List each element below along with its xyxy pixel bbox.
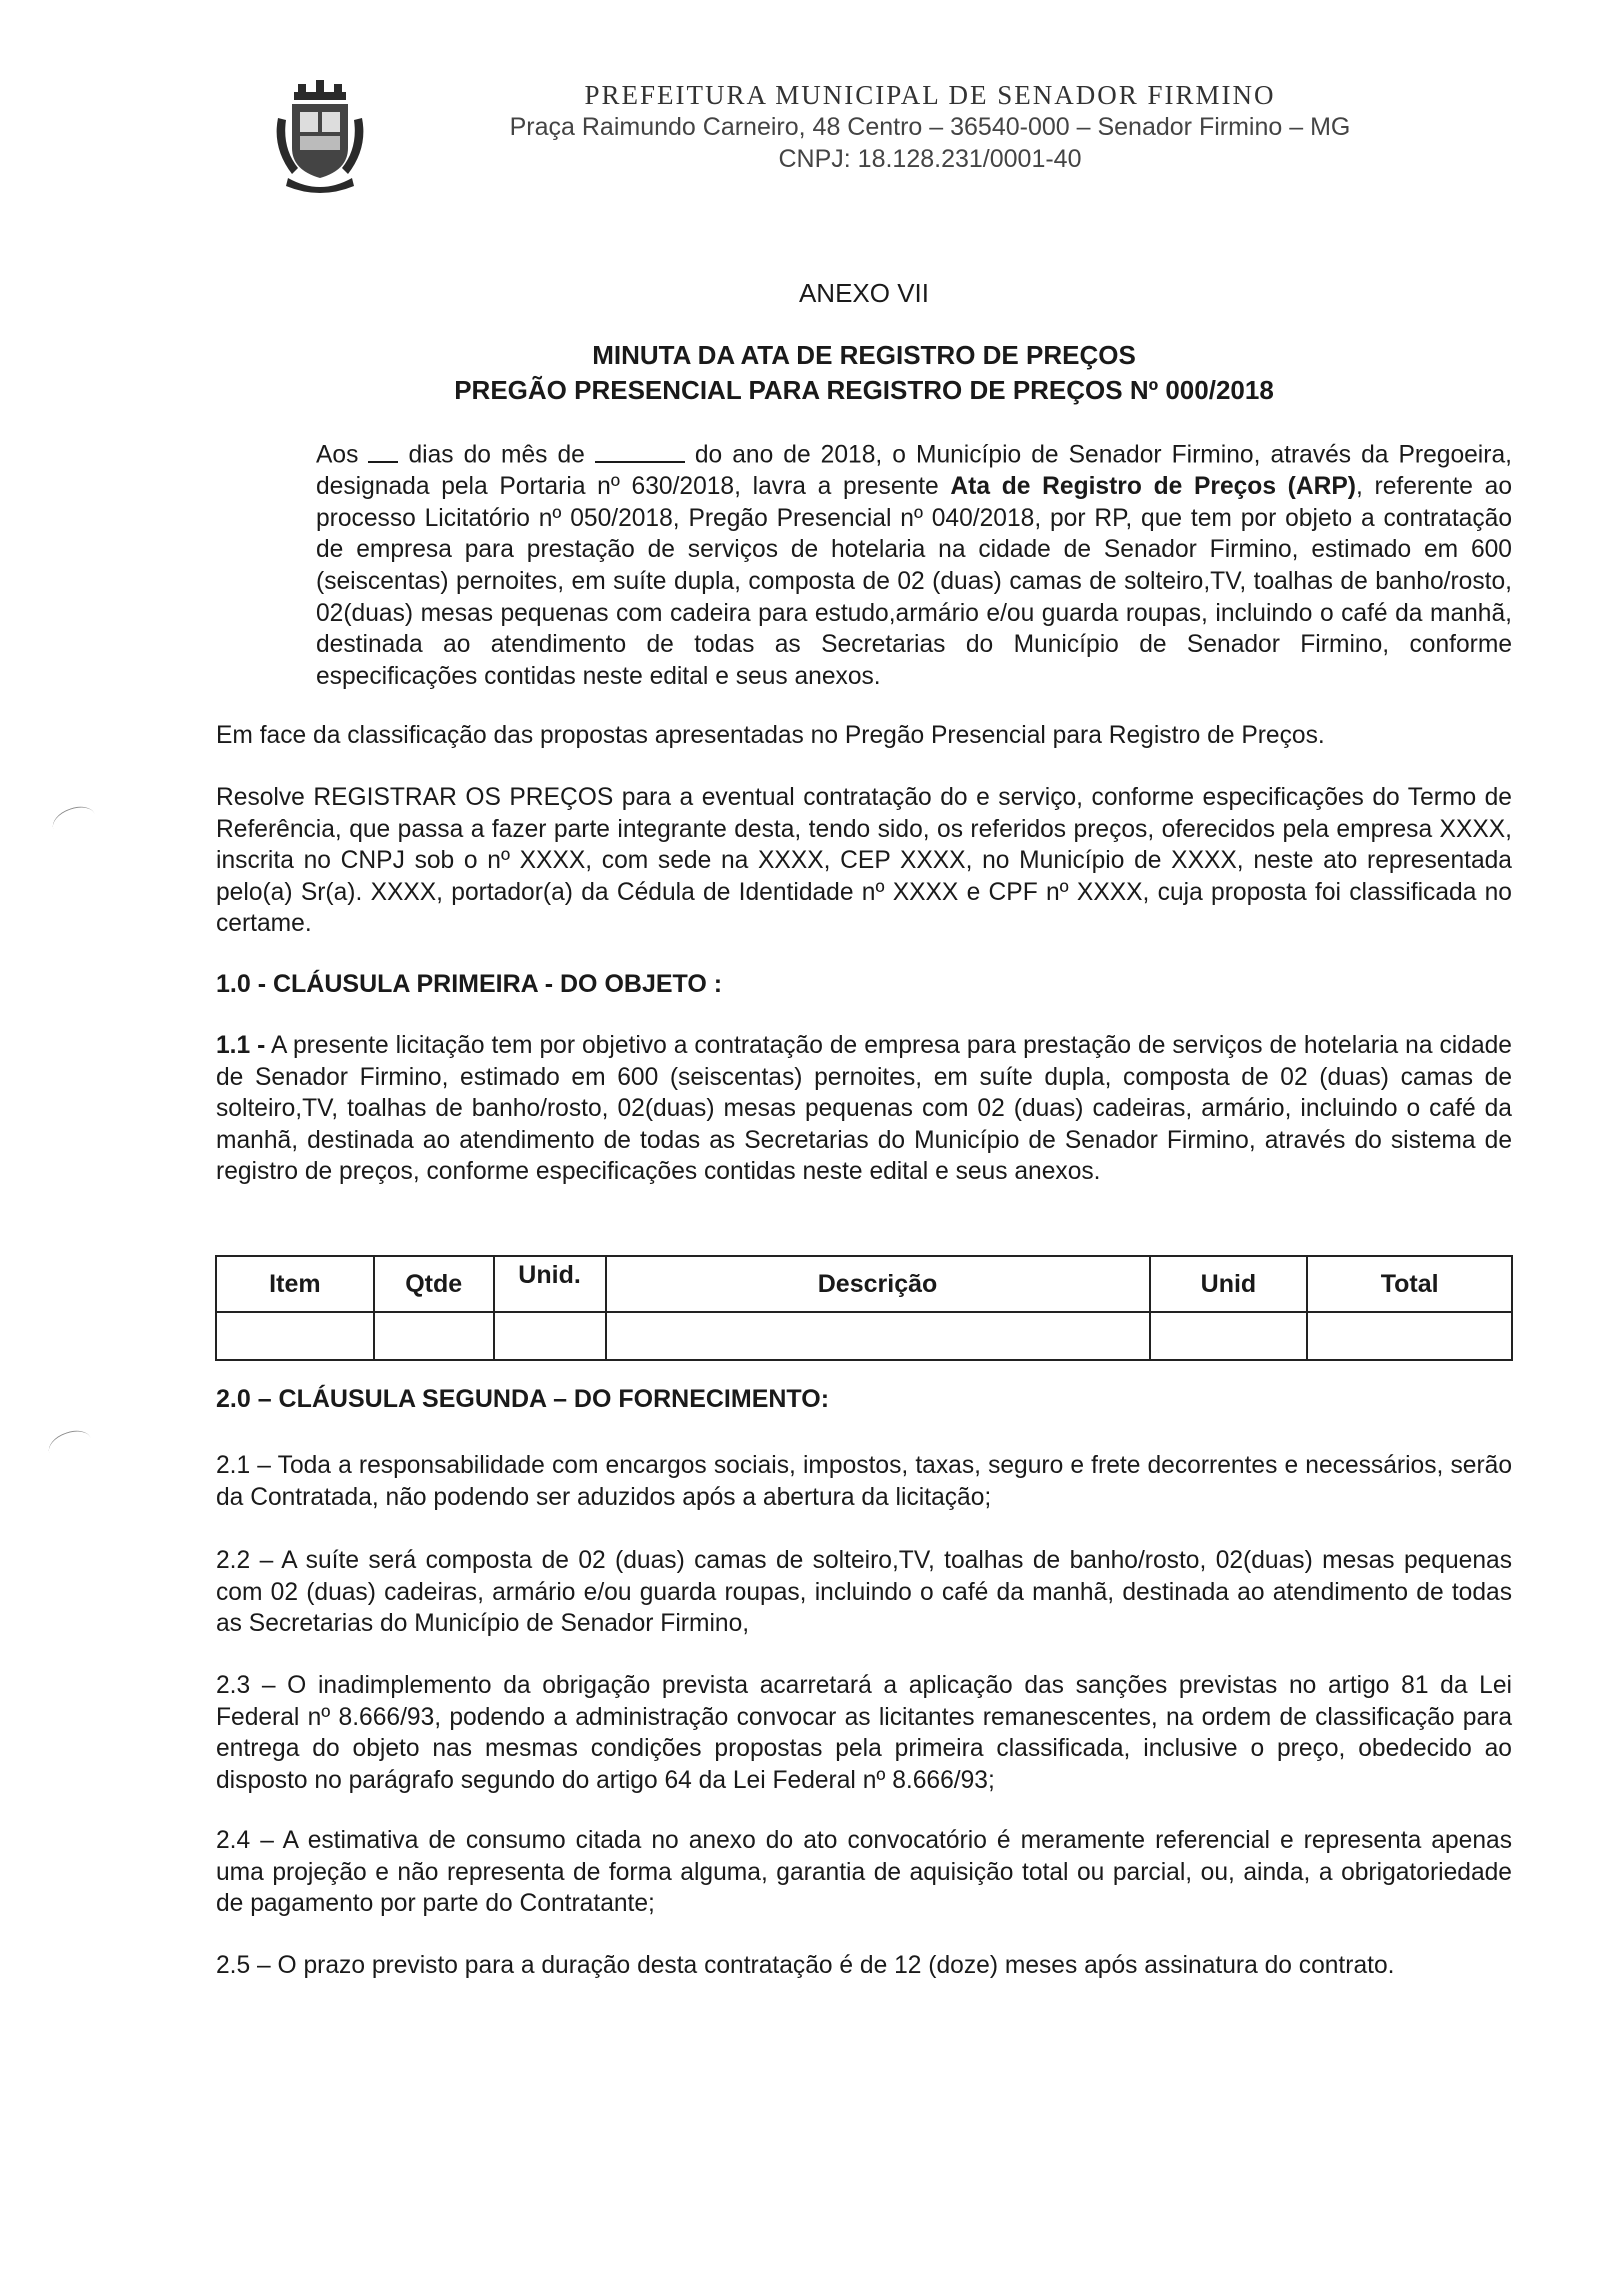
- auction-title: PREGÃO PRESENCIAL PARA REGISTRO DE PREÇOS Nº 000/2018: [454, 375, 1274, 405]
- table-cell: [606, 1312, 1150, 1360]
- intro-aos: Aos: [316, 441, 359, 469]
- table-cell: [1307, 1312, 1512, 1360]
- clause1-heading: 1.0 - CLÁUSULA PRIMEIRA - DO OBJETO :: [216, 970, 723, 998]
- resolve-paragraph: Resolve REGISTRAR OS PREÇOS para a eventual contratação do e serviço, conforme especificações do Termo de Referência, que passa a fazer parte integrante desta, tendo sido, os referidos preços, oferecidos pela empresa XXXX, inscrita no CNPJ sob o nº XXXX, com sede na XXXX, CEP XXXX, no Município de XXXX, neste ato representada pelo(a) Sr(a). XXXX, portador(a) da Cédula de Identidade nº XXXX e CPF nº XXXX, cuja proposta foi classificada no certame.: [216, 784, 1512, 938]
- table-header-row: [216, 1256, 1512, 1312]
- clause2-item-1: 2.1 – Toda a responsabilidade com encargos sociais, impostos, taxas, seguro e frete decorrentes e necessários, serão da Contratada, não podendo ser aduzidos após a abertura da licitação;: [216, 1452, 1512, 1511]
- items-table: [215, 1255, 1513, 1361]
- org-name: PREFEITURA MUNICIPAL DE SENADOR FIRMINO: [584, 80, 1276, 110]
- municipal-crest-icon: [270, 78, 370, 196]
- clause1-number: 1.1 -: [216, 1032, 266, 1059]
- clause2-item-5: 2.5 – O prazo previsto para a duração desta contratação é de 12 (doze) meses após assinatura do contrato.: [216, 1952, 1395, 1979]
- col-total: Total: [1307, 1256, 1512, 1312]
- org-address: Praça Raimundo Carneiro, 48 Centro – 36540-000 – Senador Firmino – MG: [509, 113, 1351, 141]
- scan-punch-mark: [49, 801, 100, 841]
- intro-text: do ano de 2018, o Município de Senador Firmino, através da Pregoeira, designada pela Portaria nº 630/2018, lavra a presente: [316, 441, 1512, 501]
- col-descricao: Descrição: [606, 1256, 1150, 1312]
- col-item: Item: [216, 1256, 374, 1312]
- intro-month: dias do mês de: [408, 441, 585, 469]
- intro-rest: , referente ao processo Licitatório nº 050/2018, Pregão Presencial nº 040/2018, por RP, que tem por objeto a contratação de empresa para prestação de serviços de hotelaria na cidade de Senador Firmino, estimado em 600 (seiscentas) pernoites, em suíte dupla, composta de 02 (duas) camas de solteiro,TV, toalhas de banho/rosto, 02(duas) mesas pequenas com cadeira para estudo,armário e/ou guarda roupas, incluindo o café da manhã, destinada ao atendimento de todas as Secretarias do Município de Senador Firmino, conforme especificações contidas neste edital e seus anexos.: [316, 473, 1513, 690]
- clause1-body: A presente licitação tem por objetivo a contratação de empresa para prestação de serviços de hotelaria na cidade de Senador Firmino, estimado em 600 (seiscentas) pernoites, em suíte dupla, composta de 02 (duas) camas de solteiro,TV, toalhas de banho/rosto, 02(duas) mesas pequenas com 02 (duas) cadeiras, armário, incluindo o café da manhã, destinada ao atendimento de todas as Secretarias do Município de Senador Firmino, através do sistema de registro de preços, conforme especificações contidas neste edital e seus anexos.: [216, 1032, 1512, 1186]
- clause2-item-3: 2.3 – O inadimplemento da obrigação prevista acarretará a aplicação das sanções previstas no artigo 81 da Lei Federal nº 8.666/93, podendo a administração convocar as licitantes remanescentes, na ordem de classificação para entrega do objeto nas mesmas condições propostas pela primeira classificada, inclusive o preço, obedecido ao disposto no parágrafo segundo do artigo 64 da Lei Federal nº 8.666/93;: [216, 1672, 1512, 1794]
- scan-punch-mark: [45, 1425, 96, 1465]
- clause1-text: [216, 1030, 1512, 1188]
- table-cell: [494, 1312, 606, 1360]
- month-blank: [595, 436, 685, 463]
- day-blank: [368, 436, 398, 463]
- col-unid-price: Unid: [1150, 1256, 1308, 1312]
- table-cell: [1150, 1312, 1308, 1360]
- table-cell: [374, 1312, 494, 1360]
- table-row: [216, 1312, 1512, 1360]
- clause2-item-2: 2.2 – A suíte será composta de 02 (duas) camas de solteiro,TV, toalhas de banho/rosto, 02(duas) mesas pequenas com 02 (duas) cadeiras, armário e/ou guarda roupas, incluindo o café da manhã, destinada ao atendimento de todas as Secretarias do Município de Senador Firmino,: [216, 1547, 1512, 1638]
- clause2-item-4: 2.4 – A estimativa de consumo citada no anexo do ato convocatório é meramente referencial e representa apenas uma projeção e não representa de forma alguma, garantia de aquisição total ou parcial, ou, ainda, a obrigatoriedade de pagamento por parte do Contratante;: [216, 1827, 1512, 1918]
- intro-bold: Ata de Registro de Preços (ARP): [950, 473, 1356, 501]
- col-unid: Unid.: [494, 1256, 606, 1312]
- table-cell: [216, 1312, 374, 1360]
- intro-paragraph: [216, 436, 1512, 692]
- annex-title: ANEXO VII: [798, 278, 930, 308]
- minute-title: MINUTA DA ATA DE REGISTRO DE PREÇOS: [592, 340, 1136, 370]
- org-cnpj: CNPJ: 18.128.231/0001-40: [778, 145, 1082, 173]
- clause2-heading: 2.0 – CLÁUSULA SEGUNDA – DO FORNECIMENTO:: [216, 1385, 830, 1413]
- col-qtde: Qtde: [374, 1256, 494, 1312]
- face-paragraph: Em face da classificação das propostas apresentadas no Pregão Presencial para Registro de Preços.: [216, 722, 1325, 749]
